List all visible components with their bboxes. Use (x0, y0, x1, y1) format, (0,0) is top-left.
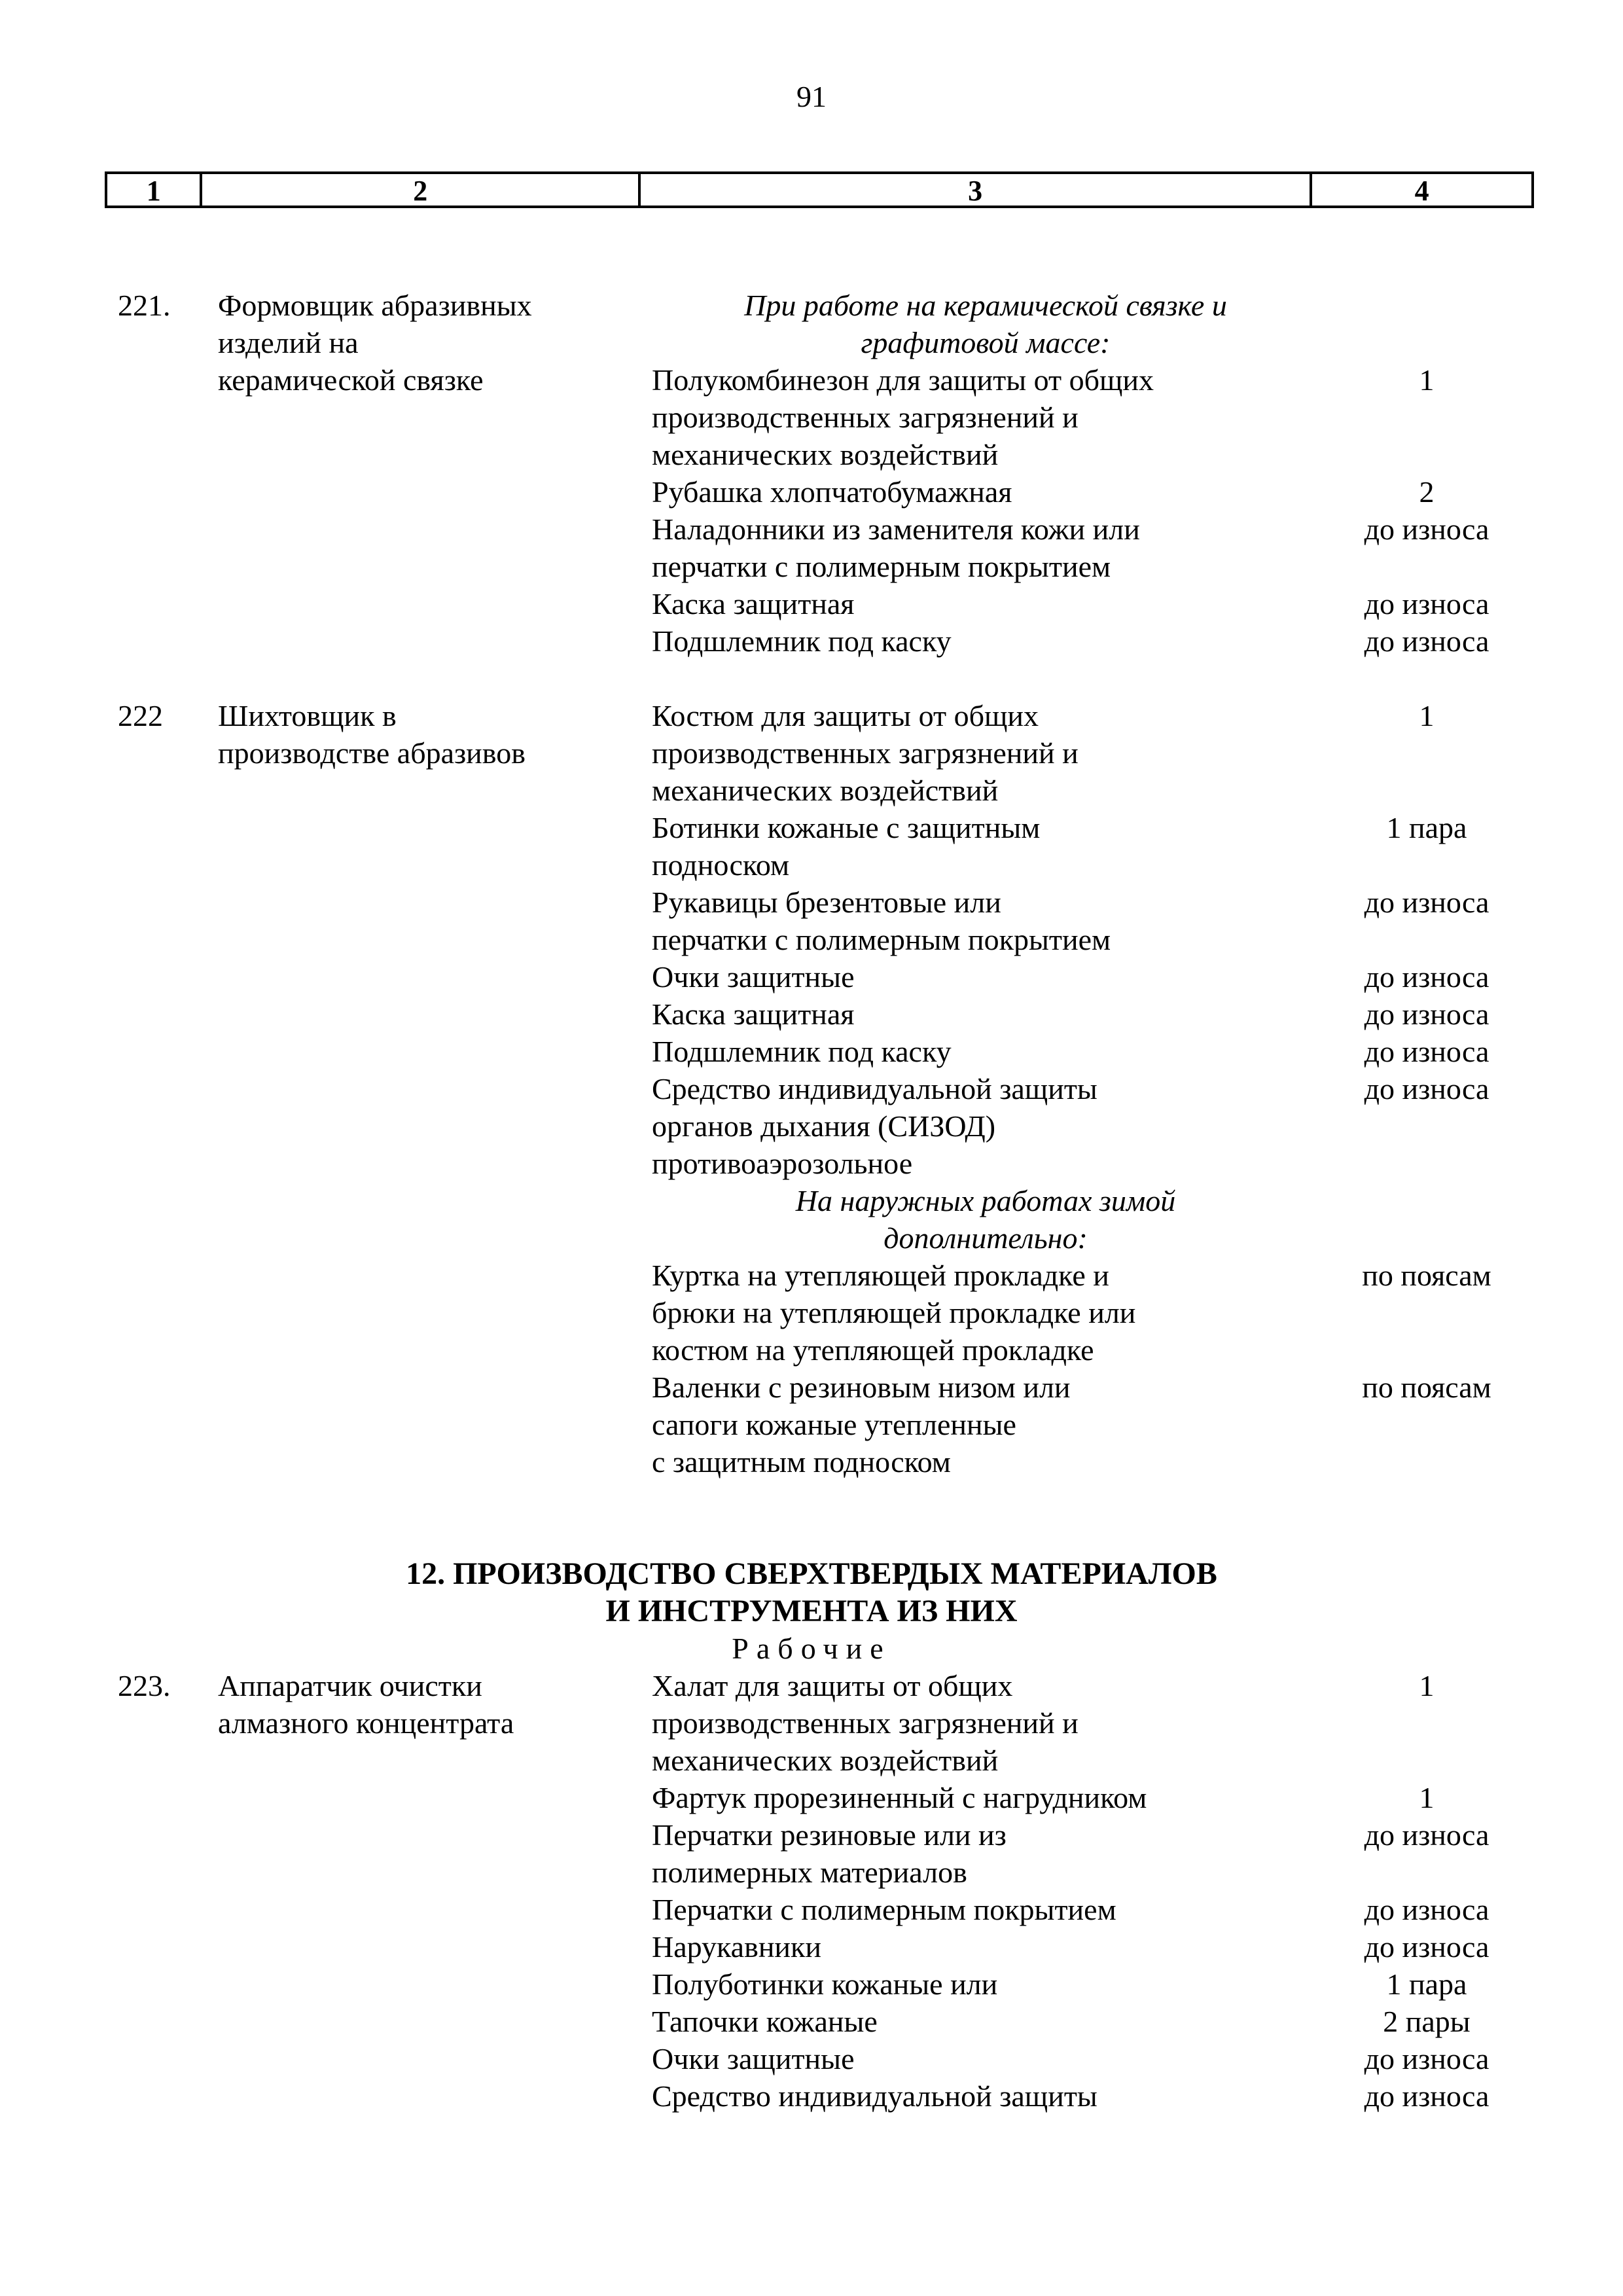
ppe-item: перчатки с полимерным покрытием (652, 550, 1111, 583)
ppe-quantity: до износа (1364, 512, 1489, 546)
ppe-item: органов дыхания (СИЗОД) (652, 1109, 996, 1143)
ppe-quantity: до износа (1364, 997, 1489, 1031)
profession-name: Шихтовщик в (218, 699, 397, 732)
ppe-item: Очки защитные (652, 2042, 855, 2075)
ppe-quantity: 1 пара (1386, 1967, 1467, 2001)
ppe-item: Костюм для защиты от общих (652, 699, 1039, 732)
ppe-item: костюм на утепляющей прокладке (652, 1333, 1094, 1367)
ppe-quantity: до износа (1364, 1818, 1489, 1852)
ppe-quantity: до износа (1364, 1035, 1489, 1068)
ppe-item: Нарукавники (652, 1930, 822, 1964)
ppe-item: механических воздействий (652, 774, 999, 807)
ppe-item: Ботинки кожаные с защитным (652, 811, 1041, 844)
ppe-item: Наладонники из заменителя кожи или (652, 512, 1140, 546)
ppe-item: производственных загрязнений и (652, 401, 1079, 434)
ppe-quantity: до износа (1364, 886, 1489, 919)
ppe-quantity: до износа (1364, 1893, 1489, 1926)
ppe-quantity: до износа (1364, 1930, 1489, 1964)
ppe-item: Тапочки кожаные (652, 2005, 878, 2038)
ppe-item: Средство индивидуальной защиты (652, 1072, 1097, 1105)
entry-number: 221. (118, 289, 171, 322)
ppe-quantity: до износа (1364, 587, 1489, 620)
column-header-3: 3 (641, 174, 1312, 206)
ppe-item: Полукомбинезон для защиты от общих (652, 363, 1154, 397)
ppe-quantity: 1 (1419, 363, 1435, 397)
ppe-item: Рукавицы брезентовые или (652, 886, 1001, 919)
work-condition: При работе на керамической связке и (744, 289, 1227, 322)
ppe-item: Средство индивидуальной защиты (652, 2079, 1097, 2113)
ppe-item: Перчатки с полимерным покрытием (652, 1893, 1116, 1926)
ppe-quantity: 2 (1419, 475, 1435, 509)
ppe-item: производственных загрязнений и (652, 1706, 1079, 1740)
ppe-quantity: до износа (1364, 1072, 1489, 1105)
ppe-quantity: по поясам (1362, 1259, 1491, 1292)
column-header-1: 1 (107, 174, 202, 206)
ppe-quantity: по поясам (1362, 1371, 1491, 1404)
ppe-item: противоаэрозольное (652, 1147, 913, 1180)
ppe-item: Каска защитная (652, 997, 855, 1031)
entry-number: 222 (118, 699, 163, 732)
ppe-quantity: 1 (1419, 1669, 1435, 1702)
column-header-4: 4 (1414, 175, 1429, 207)
ppe-item: Куртка на утепляющей прокладке и (652, 1259, 1109, 1292)
ppe-item: с защитным подноском (652, 1445, 951, 1479)
ppe-item: Валенки с резиновым низом или (652, 1371, 1071, 1404)
profession-name: Аппаратчик очистки (218, 1669, 482, 1702)
ppe-item: производственных загрязнений и (652, 736, 1079, 770)
section-title: 12. ПРОИЗВОДСТВО СВЕРХТВЕРДЫХ МАТЕРИАЛОВ (406, 1556, 1217, 1591)
section-subtitle: Рабочие (732, 1632, 891, 1665)
ppe-quantity: до износа (1364, 2042, 1489, 2075)
ppe-item: полимерных материалов (652, 1856, 967, 1889)
ppe-item: Перчатки резиновые или из (652, 1818, 1007, 1852)
ppe-item: Очки защитные (652, 960, 855, 994)
page-number: 91 (796, 80, 827, 113)
ppe-quantity: 1 пара (1386, 811, 1467, 844)
ppe-item: Подшлемник под каску (652, 1035, 952, 1068)
profession-name: Формовщик абразивных (218, 289, 532, 322)
ppe-quantity: 1 (1419, 699, 1435, 732)
ppe-item: механических воздействий (652, 1744, 999, 1777)
section-title: И ИНСТРУМЕНТА ИЗ НИХ (605, 1594, 1018, 1628)
profession-name: изделий на (218, 326, 359, 359)
ppe-item: брюки на утепляющей прокладке или (652, 1296, 1136, 1329)
work-condition: графитовой массе: (861, 326, 1111, 359)
column-header-row (105, 171, 1534, 208)
profession-name: керамической связке (218, 363, 484, 397)
entry-number: 223. (118, 1669, 171, 1702)
ppe-item: подноском (652, 848, 790, 882)
profession-name: алмазного концентрата (218, 1706, 514, 1740)
work-condition: На наружных работах зимой (795, 1184, 1176, 1217)
ppe-item: Халат для защиты от общих (652, 1669, 1013, 1702)
ppe-quantity: 2 пары (1383, 2005, 1471, 2038)
ppe-item: Рубашка хлопчатобумажная (652, 475, 1012, 509)
ppe-item: механических воздействий (652, 438, 999, 471)
ppe-item: Каска защитная (652, 587, 855, 620)
ppe-quantity: до износа (1364, 2079, 1489, 2113)
column-header-2: 2 (202, 174, 641, 206)
ppe-item: Подшлемник под каску (652, 624, 952, 658)
ppe-quantity: до износа (1364, 624, 1489, 658)
profession-name: производстве абразивов (218, 736, 526, 770)
ppe-item: сапоги кожаные утепленные (652, 1408, 1016, 1441)
ppe-item: Полуботинки кожаные или (652, 1967, 998, 2001)
ppe-quantity: до износа (1364, 960, 1489, 994)
ppe-quantity: 1 (1419, 1781, 1435, 1814)
work-condition: дополнительно: (883, 1221, 1088, 1255)
ppe-item: Фартук прорезиненный с нагрудником (652, 1781, 1147, 1814)
ppe-item: перчатки с полимерным покрытием (652, 923, 1111, 956)
